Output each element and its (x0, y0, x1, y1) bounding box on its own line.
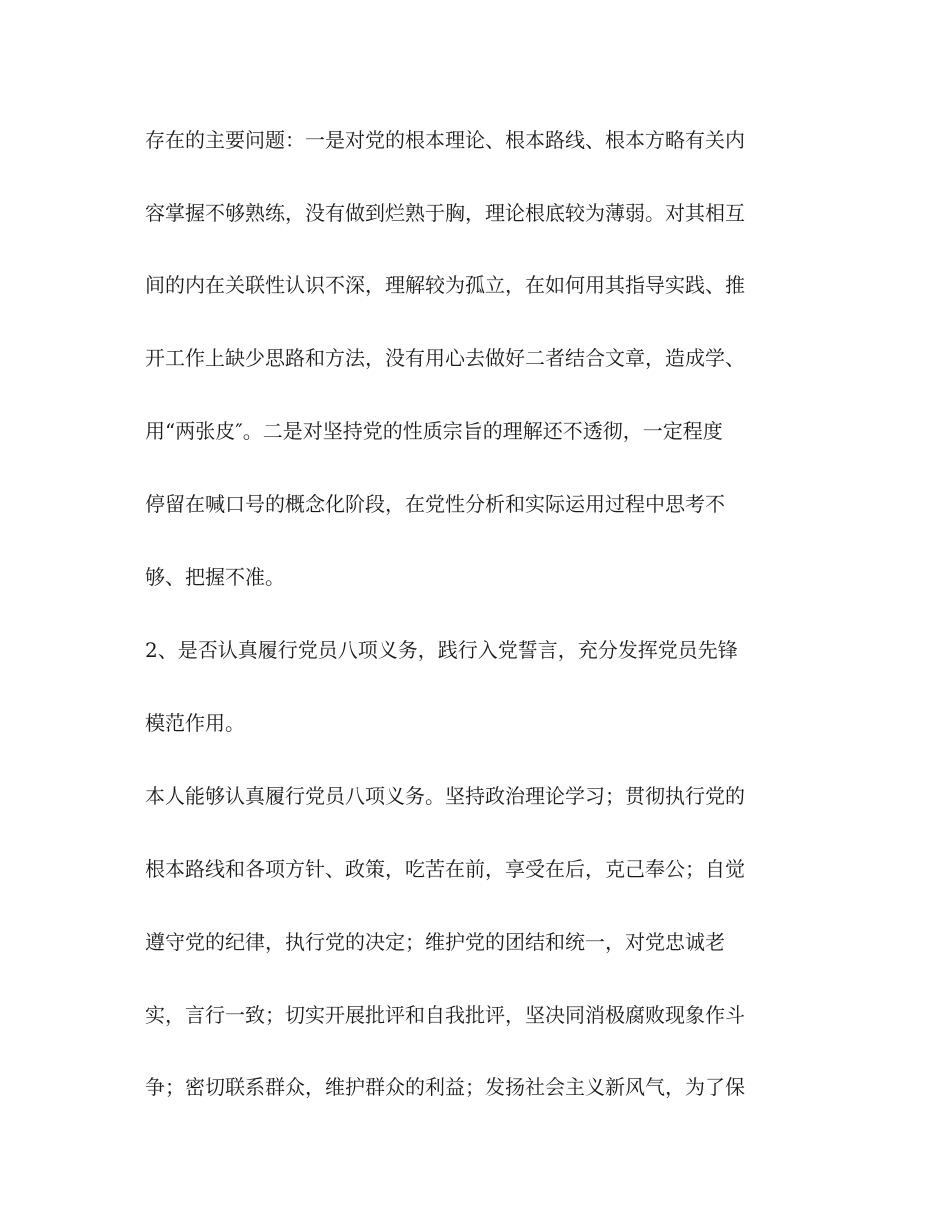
text-line: 容掌握不够熟练，没有做到烂熟于胸，理论根底较为薄弱。对其相互 (145, 201, 745, 225)
text-line: 实，言行一致；切实开展批评和自我批评，坚决同消极腐败现象作斗 (145, 1003, 745, 1027)
text-line: 本人能够认真履行党员八项义务。坚持政治理论学习；贯彻执行党的 (145, 784, 745, 808)
text-line: 争；密切联系群众，维护群众的利益；发扬社会主义新风气，为了保 (145, 1075, 745, 1099)
text-line: 间的内在关联性认识不深，理解较为孤立，在如何用其指导实践、推 (145, 273, 745, 297)
text-line: 模范作用。 (145, 711, 245, 735)
text-line: 2、是否认真履行党员八项义务，践行入党誓言，充分发挥党员先锋 (145, 638, 738, 662)
text-line: 够、把握不准。 (145, 565, 285, 589)
text-line: 存在的主要问题：一是对党的根本理论、根本路线、根本方略有关内 (145, 128, 745, 152)
text-line: 开工作上缺少思路和方法，没有用心去做好二者结合文章，造成学、 (145, 346, 745, 370)
text-line: 根本路线和各项方针、政策，吃苦在前，享受在后，克己奉公；自觉 (145, 857, 745, 881)
text-line: 停留在喊口号的概念化阶段，在党性分析和实际运用过程中思考不 (145, 492, 725, 516)
text-line: 用“两张皮″。二是对坚持党的性质宗旨的理解还不透彻，一定程度 (145, 419, 723, 443)
text-line: 遵守党的纪律，执行党的决定；维护党的团结和统一，对党忠诚老 (145, 930, 725, 954)
